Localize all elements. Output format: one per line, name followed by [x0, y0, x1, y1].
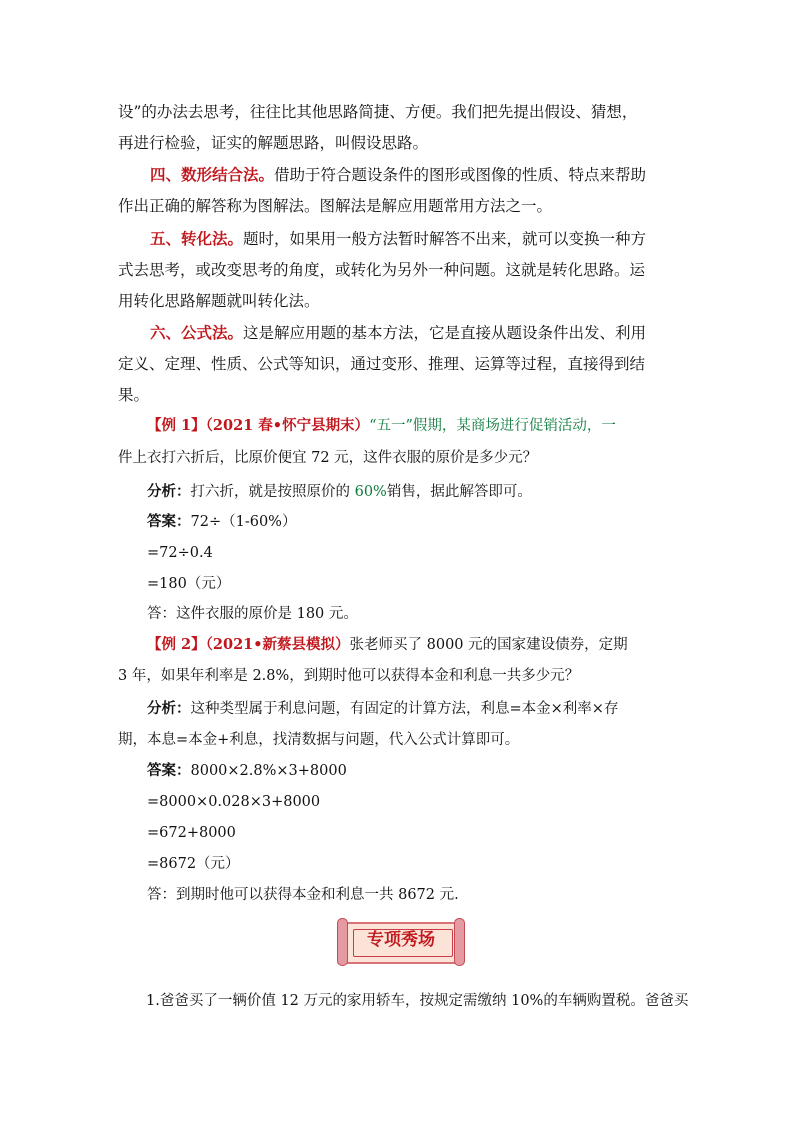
- example-2-label: 【例 2】: [147, 636, 206, 653]
- example-2-question: [147, 634, 628, 656]
- banner-title: 专项秀场: [367, 930, 435, 950]
- example-1-label: 【例 1】: [147, 417, 206, 434]
- answer-step: =672+8000: [147, 825, 236, 841]
- final-answer: 答：到期时他可以获得本金和利息一共 8672 元.: [147, 887, 459, 903]
- answer-step: =180（元）: [147, 576, 231, 592]
- answer-step: =8000×0.028×3+8000: [147, 794, 321, 810]
- example-2-analysis: [147, 698, 618, 720]
- answer-step: =72÷0.4: [147, 545, 213, 561]
- answer-label: 答案：: [147, 762, 191, 779]
- exercise-question: 1.爸爸买了一辆价值 12 万元的家用轿车，按规定需缴纳 10%的车辆购置税。爸爸买: [146, 993, 689, 1009]
- analysis-text: 这种类型属于利息问题，有固定的计算方法，利息=本金×利率×存: [190, 701, 619, 717]
- analysis-label: 分析：: [147, 700, 191, 717]
- analysis-label: 分析：: [147, 483, 191, 500]
- method-heading: 四、数形结合法。: [150, 165, 275, 184]
- method-heading: 六、公式法。: [150, 323, 244, 342]
- paragraph-line: 作出正确的解答称为图解法。图解法是解应用题常用方法之一。: [118, 197, 553, 215]
- paragraph-text: 题时，如果用一般方法暂时解答不出来，就可以变换一种方: [243, 230, 647, 248]
- answer-label: 答案：: [147, 513, 191, 530]
- example-2-source: （2021•新蔡县模拟）: [205, 636, 350, 653]
- method-paragraph: [150, 228, 646, 250]
- answer-expression: 72÷（1-60%）: [190, 514, 297, 530]
- method-paragraph: [150, 164, 646, 186]
- answer-expression: 8000×2.8%×3+8000: [190, 763, 347, 779]
- method-paragraph: [150, 322, 646, 344]
- example-2-question-line: 3 年，如果年利率是 2.8%，到期时他可以获得本金和利息一共多少元？: [118, 668, 580, 684]
- analysis-percent: 60%: [354, 484, 387, 500]
- section-banner: [337, 918, 465, 964]
- paragraph-line: 式去思考，或改变思考的角度，或转化为另外一种问题。这就是转化思路。运: [118, 261, 646, 279]
- example-1-text: “五一”假期，某商场进行促销活动，一: [369, 418, 616, 434]
- final-answer: 答：这件衣服的原价是 180 元。: [147, 606, 358, 622]
- example-2-answer: [147, 760, 347, 782]
- analysis-text: 销售，据此解答即可。: [386, 484, 532, 500]
- example-1-source: （2021 春•怀宁县期末）: [205, 417, 370, 434]
- paragraph-line: 果。: [118, 386, 150, 404]
- method-heading: 五、转化法。: [150, 229, 244, 248]
- answer-step: =8672（元）: [147, 856, 240, 872]
- paragraph-line: 用转化思路解题就叫转化法。: [118, 292, 320, 310]
- paragraph-text: 借助于符合题设条件的图形或图像的性质、特点来帮助: [274, 166, 647, 184]
- example-1-analysis: [147, 481, 532, 503]
- analysis-text: 打六折，就是按照原价的: [190, 484, 355, 500]
- example-2-text: 张老师买了 8000 元的国家建设债券，定期: [349, 637, 628, 653]
- paragraph-line: 定义、定理、性质、公式等知识，通过变形、推理、运算等过程，直接得到结: [118, 355, 646, 373]
- example-1-question-line: 件上衣打六折后，比原价便宜 72 元，这件衣服的原价是多少元？: [118, 450, 538, 466]
- paragraph-text: 这是解应用题的基本方法，它是直接从题设条件出发、利用: [243, 324, 647, 342]
- paragraph-line: 设”的办法去思考，往往比其他思路简捷、方便。我们把先提出假设、猜想，: [118, 103, 638, 121]
- example-1-answer: [147, 511, 296, 533]
- analysis-line: 期，本息=本金+利息，找清数据与问题，代入公式计算即可。: [118, 732, 520, 748]
- paragraph-line: 再进行检验，证实的解题思路，叫假设思路。: [118, 134, 429, 152]
- example-1-question: [147, 415, 616, 437]
